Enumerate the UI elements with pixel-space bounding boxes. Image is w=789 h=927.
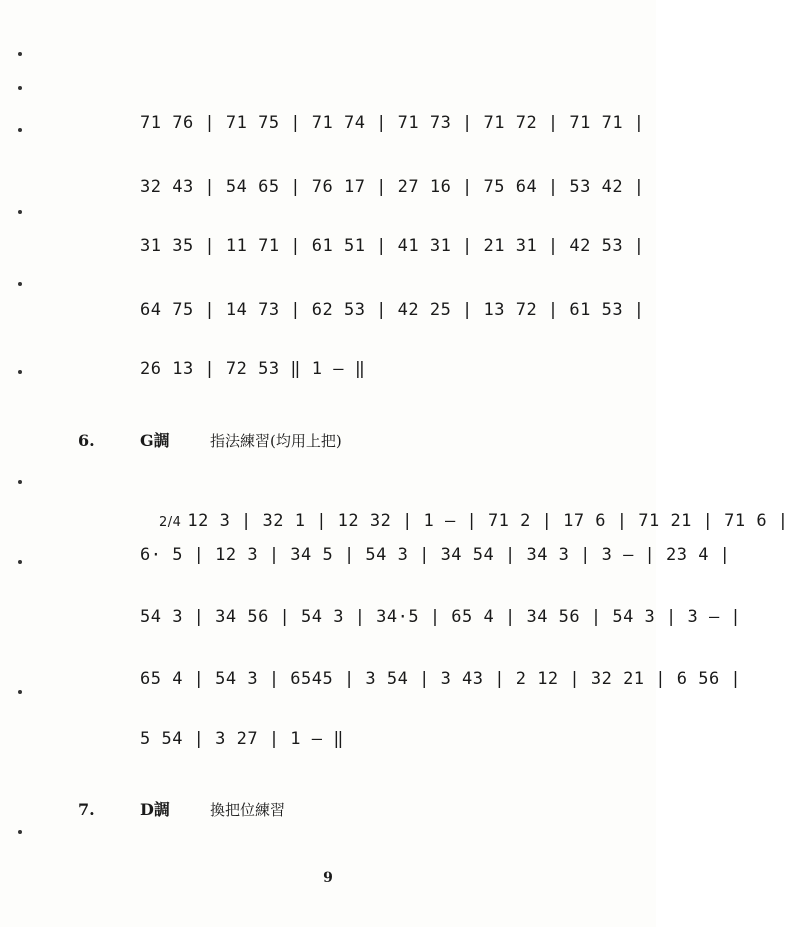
section-number: 6. bbox=[78, 431, 95, 450]
notation-line: 65 4 | 54 3 | 6545 | 3 54 | 3 43 | 2 12 | 32 21 | 6 56 | bbox=[140, 669, 742, 689]
notation-line bbox=[116, 476, 789, 531]
notation-text: 12 3 | 32 1 | 12 32 | 1 — | 71 2 | 17 6 | 71 21 | 71 6 | bbox=[187, 511, 789, 531]
section-number: 7. bbox=[78, 800, 95, 819]
binding-hole bbox=[18, 830, 22, 834]
time-signature: 2/4 bbox=[158, 515, 182, 530]
section-key: D調 bbox=[140, 800, 170, 819]
binding-hole bbox=[18, 86, 22, 90]
section-heading-7 bbox=[78, 797, 285, 820]
notation-line: 6· 5 | 12 3 | 34 5 | 54 3 | 34 54 | 34 3 | 3 — | 23 4 | bbox=[140, 545, 731, 565]
section-heading-6 bbox=[78, 428, 342, 451]
binding-hole bbox=[18, 210, 22, 214]
page-number: 9 bbox=[323, 870, 333, 886]
notation-line: 54 3 | 34 56 | 54 3 | 34·5 | 65 4 | 34 56 | 54 3 | 3 — | bbox=[140, 607, 742, 627]
binding-hole bbox=[18, 128, 22, 132]
binding-hole bbox=[18, 560, 22, 564]
section-title: 換把位練習 bbox=[210, 801, 286, 819]
notation-line: 71 76 | 71 75 | 71 74 | 71 73 | 71 72 | 71 71 | bbox=[140, 113, 645, 133]
binding-hole bbox=[18, 370, 22, 374]
section-key: G調 bbox=[140, 431, 170, 450]
binding-hole bbox=[18, 690, 22, 694]
notation-line: 26 13 | 72 53 ‖ 1 — ‖ bbox=[140, 359, 366, 379]
notation-line: 31 35 | 11 71 | 61 51 | 41 31 | 21 31 | 42 53 | bbox=[140, 236, 645, 256]
binding-hole bbox=[18, 480, 22, 484]
notation-line: 5 54 | 3 27 | 1 — ‖ bbox=[140, 729, 344, 749]
binding-hole bbox=[18, 282, 22, 286]
section-title: 指法練習(均用上把) bbox=[210, 432, 342, 450]
notation-line: 64 75 | 14 73 | 62 53 | 42 25 | 13 72 | 61 53 | bbox=[140, 300, 645, 320]
notation-line: 32 43 | 54 65 | 76 17 | 27 16 | 75 64 | 53 42 | bbox=[140, 177, 645, 197]
binding-hole bbox=[18, 52, 22, 56]
